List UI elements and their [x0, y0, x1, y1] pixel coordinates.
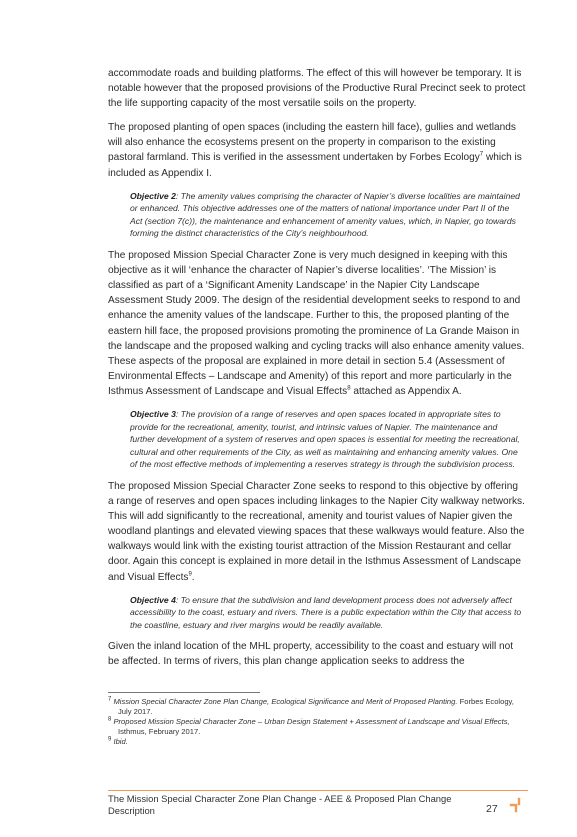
objective-4-label: Objective 4 [130, 594, 176, 605]
footnote-7: $^7$ Mission Special Character Zone Plan Change, Ecological Significance and Merit of Proposed Planting. Forbes Ecology, July 2017. [108, 696, 514, 716]
paragraph-3: The proposed Mission Special Character Zone is very much designed in keeping with this objective as it will ‘enhance the character of Napier’s diverse localities’. ‘The Mission’ is classified as part of a ‘Significant Amenity Landscape’ in the Napier City Landscape Assessment Study 2009. The design of the residential development seeks to respond to and enhance the amenity values of the landscape. Further to this, the proposed planting of the eastern hill face, the proposed provisions promoting the prominence of La Grande Maison in the landscape and the proposed walking and cycling tracks will also enhance amenity values. These aspects of the proposal are explained in more detail in section 5.4 (Assessment of Environmental Effects – Landscape and Amenity) of this report and more particularly in the Isthmus Assessment of Landscape and Visual Effects$^8$ attached as Appendix A. [108, 250, 525, 397]
objective-3-label: Objective 3 [130, 408, 176, 419]
paragraph-1: accommodate roads and building platforms. The effect of this will however be temporary. It is notable however that the proposed provisions of the Productive Rural Precinct seek to protect the life supporting capacity of the most versatile soils on the property. [108, 68, 526, 110]
objective-4-block [130, 594, 522, 632]
paragraph-4: The proposed Mission Special Character Zone seeks to respond to this objective by offering a range of reserves and open spaces including linkages to the Napier City walkway networks. This will add significantly to the recreational, amenity and tourist values of Napier given the woodland plantings and elevated viewing spaces that these walkways would feature. Also the walkways would link with the existing tourist attraction of the Mission Restaurant and cellar door. Again this concept is explained in more detail in the Isthmus Assessment of Landscape and Visual Effects$^9$. [108, 480, 525, 583]
footer-divider [108, 790, 528, 791]
page-number: 27 [486, 803, 498, 815]
objective-2-block [130, 190, 522, 240]
objective-2-label: Objective 2 [130, 190, 176, 201]
objective-2-text: : The amenity values comprising the character of Napier’s diverse localities are maintained or enhanced. This objective addresses one of the matters of national importance under Part II of the Act (section 7(c)), the maintenance and enhancement of amenity values, which, in Napier, go towards forming the distinct characteristics of the City’s neighbourhood. [130, 190, 520, 239]
objective-3-block [130, 408, 522, 471]
footnotes [108, 697, 528, 747]
objective-3-text: : The provision of a range of reserves and open spaces located in appropriate sites to provide for the recreational, amenity, tourist, and intrinsic values of Napier. The maintenance and further development of a system of reserves and open spaces is essential for meeting the recreational, cultural and other requirements of the City, as well as maintaining and enhancing amenity values. One of the most effective methods of implementing a reserves strategy is through the subdivision process. [130, 408, 520, 470]
objective-4-text: : To ensure that the subdivision and land development process does not adversely affect accessibility to the coast, estuary and rivers. There is a public expectation within the City that access to the coastline, estuary and river margins would be readily available. [130, 594, 522, 630]
body-content [108, 66, 526, 679]
footnote-ref-7[interactable]: 7 [479, 152, 484, 159]
footnote-divider [108, 692, 260, 693]
paragraph-2: The proposed planting of open spaces (including the eastern hill face), gullies and wetlands will also enhance the ecosystems present on the property in comparison to the existing pastoral farmland. This is verified in the assessment undertaken by Forbes Ecology$^7$ which is included as Appendix I. [108, 122, 522, 179]
footnote-ref-8[interactable]: 8 [347, 385, 351, 392]
footnote-ref-9[interactable]: 9 [188, 571, 192, 578]
footer-title: The Mission Special Character Zone Plan Change - AEE & Proposed Plan Change Description [108, 793, 452, 816]
footnote-8: $^8$ Proposed Mission Special Character Zone – Urban Design Statement + Assessment of Landscape and Visual Effects, Isthmus, February 2017. [108, 716, 510, 736]
footnote-9: $^9$ Ibid. [108, 736, 128, 746]
corner-bracket-logo-icon [508, 796, 526, 814]
paragraph-5: Given the inland location of the MHL property, accessibility to the coast and estuary will not be affected. In terms of rivers, this plan change application seeks to address the [108, 641, 514, 668]
